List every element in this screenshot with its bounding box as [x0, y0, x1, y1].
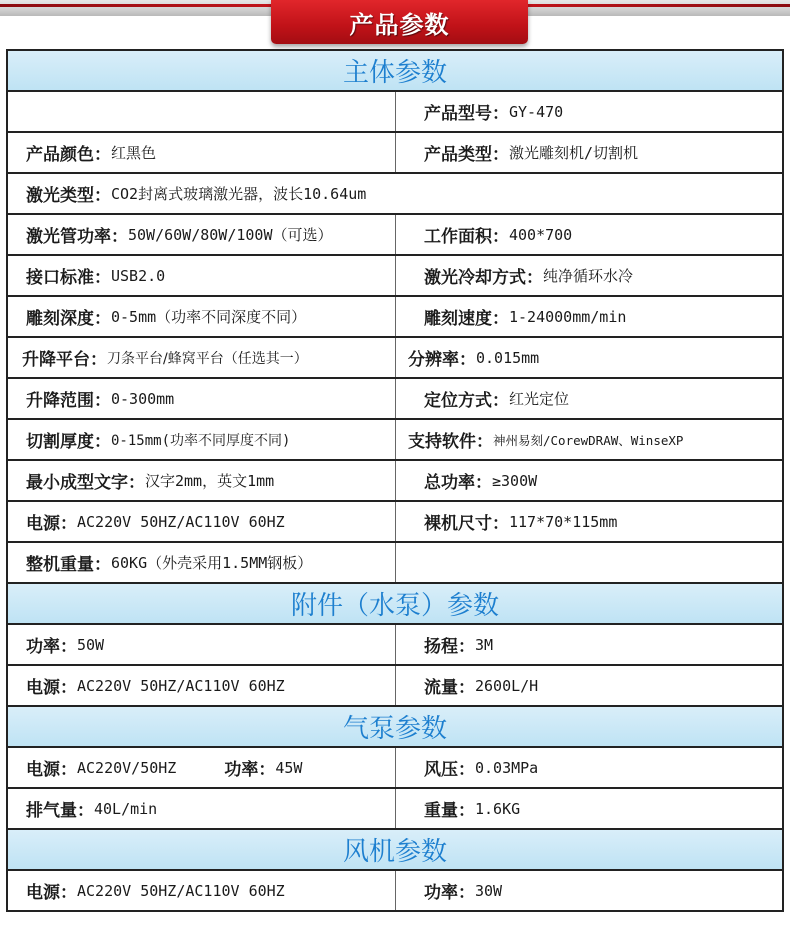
spec-cell: [396, 338, 782, 377]
spec-label: 风压：: [424, 760, 475, 780]
spec-value: AC220V/50HZ: [77, 758, 177, 777]
spec-value: 纯净循环水冷: [543, 267, 634, 285]
spec-value: 2600L/H: [475, 676, 539, 695]
spec-value: 45W: [275, 758, 303, 777]
spec-value: 1.6KG: [475, 799, 521, 818]
spec-cell: [8, 297, 396, 336]
spec-label: 升降平台：: [22, 350, 107, 370]
table-row: [8, 461, 782, 502]
spec-cell: [8, 543, 396, 582]
spec-value: AC220V 50HZ/AC110V 60HZ: [77, 512, 285, 531]
spec-value: 红黑色: [111, 144, 157, 162]
spec-label: 电源：: [26, 678, 77, 698]
spec-cell: [396, 379, 782, 418]
spec-cell: [8, 338, 396, 377]
spec-label: 功率：: [224, 760, 276, 780]
spec-value: 1-24000mm/min: [509, 307, 627, 326]
spec-value: 0-15mm(功率不同厚度不同): [111, 432, 291, 449]
table-row: [8, 543, 782, 584]
spec-cell: [8, 215, 396, 254]
spec-label: 裸机尺寸：: [424, 514, 509, 534]
spec-value: 红光定位: [509, 390, 570, 408]
spec-cell: [396, 502, 782, 541]
spec-label: 重量：: [424, 801, 475, 821]
table-row: [8, 92, 782, 133]
section-header-water-pump: 附件（水泵）参数: [8, 584, 782, 625]
page-title: 产品参数: [349, 10, 450, 39]
spec-cell: [396, 215, 782, 254]
empty-cell: [8, 92, 396, 131]
table-row: [8, 338, 782, 379]
spec-label: 电源：: [26, 514, 77, 534]
spec-cell: [396, 666, 782, 705]
spec-value: CO2封离式玻璃激光器，波长10.64um: [111, 185, 367, 203]
table-row: [8, 133, 782, 174]
spec-cell: [8, 461, 396, 500]
spec-value: ≥300W: [492, 471, 538, 490]
table-row: [8, 502, 782, 543]
spec-label: 总功率：: [424, 473, 492, 493]
spec-label: 激光类型：: [26, 186, 111, 206]
table-row: [8, 297, 782, 338]
spec-cell: [396, 92, 782, 131]
table-row: [8, 256, 782, 297]
spec-cell: [8, 748, 396, 787]
spec-value: 40L/min: [94, 799, 158, 818]
spec-label: 功率：: [424, 883, 475, 903]
spec-label: 产品类型：: [424, 145, 509, 165]
table-row: [8, 666, 782, 707]
spec-value: 汉字2mm，英文1mm: [145, 472, 275, 490]
spec-cell: [8, 256, 396, 295]
spec-value: 神州易刻/CorewDRAW、WinseXP: [493, 432, 684, 448]
spec-label: 整机重量：: [26, 555, 111, 575]
table-row: [8, 174, 782, 215]
spec-cell: [8, 420, 396, 459]
spec-cell: [8, 789, 396, 828]
spec-cell: [396, 297, 782, 336]
spec-label: 扬程：: [424, 637, 475, 657]
spec-cell: [8, 871, 396, 910]
table-row: [8, 625, 782, 666]
spec-value: 117*70*115mm: [509, 512, 618, 531]
spec-label: 激光冷却方式：: [424, 268, 543, 288]
spec-value: AC220V 50HZ/AC110V 60HZ: [77, 676, 285, 695]
spec-label: 切割厚度：: [26, 432, 111, 452]
spec-value: 0-300mm: [111, 389, 175, 408]
table-row: [8, 215, 782, 256]
spec-value: 0-5mm（功率不同深度不同）: [111, 308, 307, 326]
spec-label: 产品颜色：: [26, 145, 111, 165]
table-row: [8, 379, 782, 420]
spec-label: 雕刻深度：: [26, 309, 111, 329]
spec-cell: [396, 133, 782, 172]
spec-cell: [8, 502, 396, 541]
spec-cell: [8, 666, 396, 705]
table-row: [8, 420, 782, 461]
spec-label: 产品型号：: [424, 104, 509, 124]
spec-value: 刀条平台/蜂窝平台（任选其一）: [107, 350, 308, 367]
spec-label: 接口标准：: [26, 268, 111, 288]
spec-cell: [396, 871, 782, 910]
spec-value: 0.015mm: [476, 348, 540, 367]
spec-cell: [8, 133, 396, 172]
spec-label: 电源：: [26, 883, 77, 903]
spec-label: 流量：: [424, 678, 475, 698]
spec-cell: [396, 625, 782, 664]
spec-cell: [396, 748, 782, 787]
spec-label: 排气量：: [26, 801, 94, 821]
page-title-banner: [271, 0, 528, 44]
spec-cell: [8, 625, 396, 664]
spec-label: 激光管功率：: [26, 227, 128, 247]
spec-value: 60KG（外壳采用1.5MM钢板）: [111, 554, 313, 572]
spec-cell: [8, 174, 782, 213]
spec-label: 工作面积：: [424, 227, 509, 247]
section-header-fan: 风机参数: [8, 830, 782, 871]
spec-value: 激光雕刻机/切割机: [509, 144, 639, 162]
spec-label: 升降范围：: [26, 391, 111, 411]
spec-value: USB2.0: [111, 266, 166, 285]
spec-label: 最小成型文字：: [26, 473, 145, 493]
spec-label: 功率：: [26, 637, 77, 657]
spec-cell: [396, 789, 782, 828]
spec-value: 50W: [77, 635, 105, 654]
spec-label: 分辨率：: [408, 350, 476, 370]
spec-cell: [396, 256, 782, 295]
spec-label: 雕刻速度：: [424, 309, 509, 329]
spec-cell: [396, 461, 782, 500]
spec-cell: [8, 379, 396, 418]
section-header-air-pump: 气泵参数: [8, 707, 782, 748]
spec-value: GY-470: [509, 102, 564, 121]
spec-value: 0.03MPa: [475, 758, 539, 777]
section-header-main: 主体参数: [8, 51, 782, 92]
spec-value: 3M: [475, 635, 494, 654]
table-row: [8, 871, 782, 912]
spec-table: [6, 49, 784, 912]
spec-value: AC220V 50HZ/AC110V 60HZ: [77, 881, 285, 900]
spec-label: 定位方式：: [424, 391, 509, 411]
spec-value: 30W: [475, 881, 503, 900]
spec-value: 50W/60W/80W/100W（可选）: [128, 226, 333, 244]
table-row: [8, 789, 782, 830]
table-row: [8, 748, 782, 789]
spec-label: 支持软件：: [408, 432, 493, 452]
empty-cell: [396, 543, 782, 582]
spec-label: 电源：: [26, 760, 77, 780]
spec-cell: [396, 420, 782, 459]
spec-value: 400*700: [509, 225, 573, 244]
